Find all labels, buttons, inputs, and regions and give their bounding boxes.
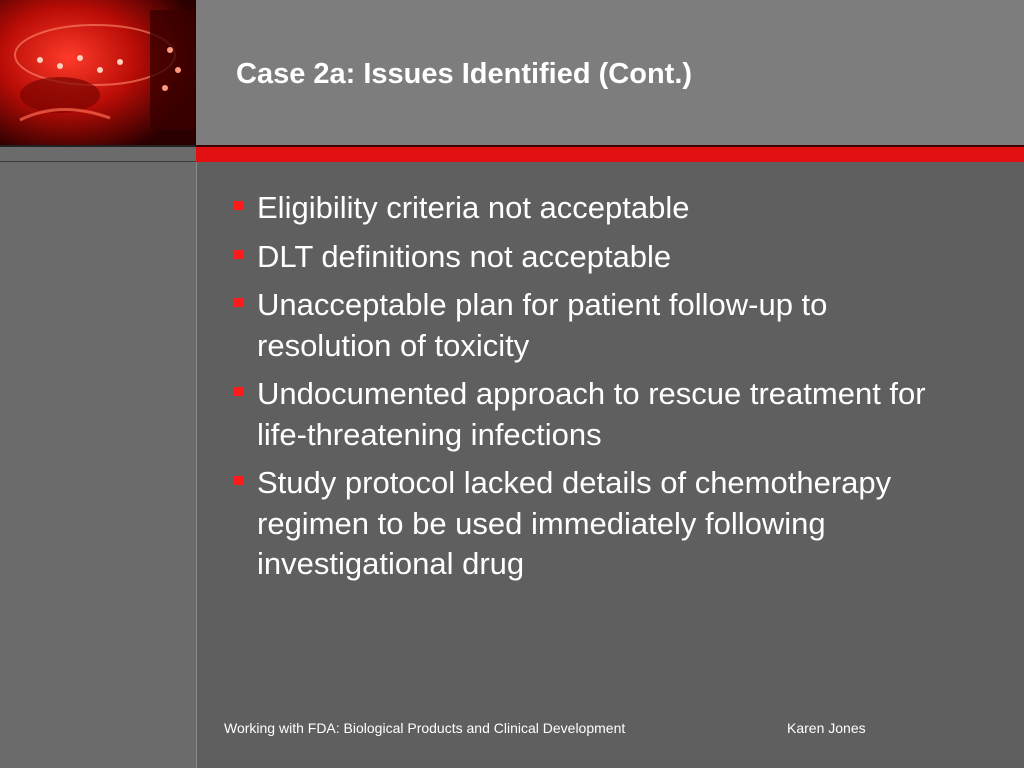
bullet-text: Study protocol lacked details of chemotherapy regimen to be used immediately following investigational drug (257, 465, 892, 581)
bullet-text: DLT definitions not acceptable (257, 238, 672, 274)
square-bullet-icon (234, 298, 243, 307)
slide-title: Case 2a: Issues Identified (Cont.) (236, 58, 693, 90)
bullet-text: Undocumented approach to rescue treatment for life-threatening infections (257, 376, 926, 452)
footer-presentation-title: Working with FDA: Biological Products and Clinical Development (224, 720, 626, 736)
bullet-text: Eligibility criteria not acceptable (257, 190, 690, 225)
header-photo (0, 0, 196, 145)
bullet-item (230, 463, 970, 585)
bullet-text: Unacceptable plan for patient follow-up to resolution of toxicity (257, 287, 828, 363)
square-bullet-icon (234, 250, 243, 259)
header-divider-red (196, 145, 1024, 162)
square-bullet-icon (234, 476, 243, 485)
bullet-item (230, 237, 970, 278)
bullet-list (230, 188, 970, 593)
bullet-item (230, 188, 970, 229)
bullet-item (230, 285, 970, 366)
left-panel (0, 162, 197, 768)
footer-presenter-name: Karen Jones (787, 720, 866, 736)
bullet-item (230, 374, 970, 455)
square-bullet-icon (234, 201, 243, 210)
header-divider-dark (0, 145, 196, 162)
square-bullet-icon (234, 387, 243, 396)
